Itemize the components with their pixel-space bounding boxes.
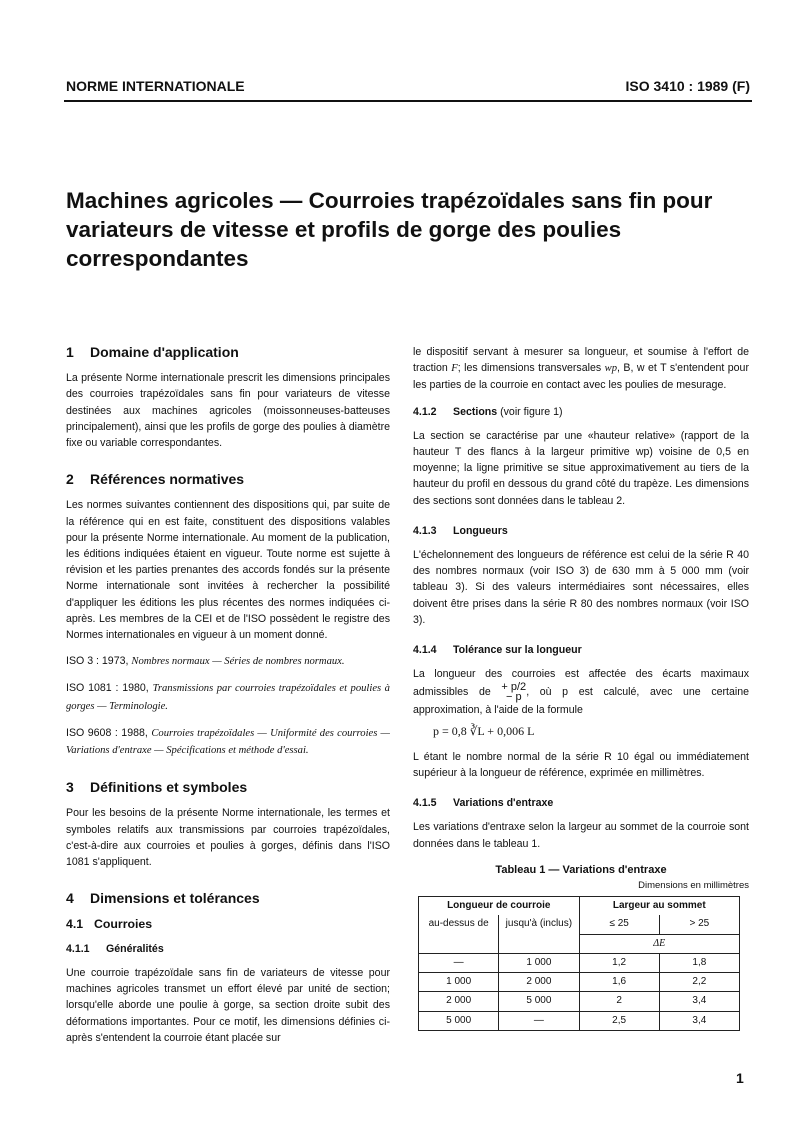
header-right: ISO 3410 : 1989 (F) [625,78,750,94]
table-cell: 1 000 [499,953,579,972]
table-cell: 2 [579,992,659,1011]
section-1-text: La présente Norme internationale prescrit les dimensions principales des courroies trapézoïdales sans fin pour variateurs de vitesse destinées aux machines agricoles (moissonneuses-batteuses principalement), ainsi que les profils de gorge des poulies à diamètre fixe ou variable correspondantes. [66,372,390,450]
section-4-1-2-text: La section se caractérise par une «hauteur relative» (rapport de la hauteur T des flancs à la largeur primitive wp) voisine de 0,5 en moyenne; la ligne primitive se situe approximativement au tiers de la hauteur du profil en dessous du grand côté du trapèze. Les dimensions des sections sont données dans le tableau 2. [413,429,749,507]
section-1-heading: 1 Domaine d'application [66,344,239,360]
reference-item: ISO 9608 : 1988, Courroies trapézoïdales — Uniformité des courroies — Variations d'entraxe — Spécifications et méthode d'essai. [66,726,390,757]
table-cell: 3,4 [659,1011,739,1030]
section-4-1-3-heading: 4.1.3 Longueurs [413,524,508,537]
col-header-length: Longueur de courroie [419,897,580,916]
left-column [66,330,390,1056]
table-cell: 2,5 [579,1011,659,1030]
table-cell: 5 000 [499,992,579,1011]
table-row [419,973,740,992]
section-4-1-4-heading: 4.1.4 Tolérance sur la longueur [413,644,582,657]
table-1 [418,896,740,1030]
reference-item: ISO 1081 : 1980, Transmissions par courroies trapézoïdales et poulies à gorges — Terminologie. [66,682,390,712]
right-column [413,344,749,1031]
section-3-heading: 3 Définitions et symboles [66,779,248,796]
table-row [419,1011,740,1030]
header-left: NORME INTERNATIONALE [66,78,245,94]
table-cell: 1,2 [579,953,659,972]
page-number: 1 [736,1070,744,1086]
section-4-1-3-text: L'échelonnement des longueurs de référence est celui de la série R 40 des nombres normaux (voir ISO 3) de 630 mm à 5 000 mm (voir tableau 3). Si des valeurs intermédiaires sont nécessaires, elles doivent être prises dans la série R 80 des nombres normaux (voir ISO 3). [413,549,749,626]
section-4-1-5-heading: 4.1.5 Variations d'entraxe [413,797,554,810]
section-2-text: Les normes suivantes contiennent des dispositions qui, par suite de la référence qui en est faite, constituent des dispositions valables pour la présente Norme internationale. Au moment de la publication, les éditions indiquées étaient en vigueur. Toute norme est sujette à révision et les parties prenantes des accords fondés sur la présente Norme internationale sont invitées à rechercher la possibilité d'appliquer les éditions les plus récentes des normes indiquées ci-après. Les membres de la CEI et de l'ISO possèdent le registre des Normes internationales en vigueur à un moment donné. [66,499,390,642]
section-3-text: Pour les besoins de la présente Norme internationale, les termes et symboles relatifs aux transmissions par courroies trapézoïdales, c'est-à-dire aux courroies et poulies à gorges, définis dans l'ISO 1081 s'appliquent. [66,807,390,869]
table-cell: 2,2 [659,973,739,992]
col-header-lt: ≤ 25 [579,915,659,934]
col-header-width: Largeur au sommet [579,897,740,916]
table-cell: 1,8 [659,953,739,972]
table-cell: 1 000 [419,973,499,992]
col-header-upto: jusqu'à (inclus) [499,915,579,953]
table-title: Tableau 1 — Variations d'entraxe [495,863,667,876]
table-cell: 2 000 [419,992,499,1011]
section-4-1-1-heading: 4.1.1 Généralités [66,942,164,955]
section-4-1-heading: 4.1 Courroies [66,917,153,932]
table-cell: 3,4 [659,992,739,1011]
table-row [419,992,740,1011]
section-4-1-4-text: La longueur des courroies est affectée des écarts maximaux admissibles de + p/2 − p , où p est calculé, avec une certaine approximation, à l'aide de la formule [413,668,750,717]
table-cell: 1,6 [579,973,659,992]
table-row [419,953,740,972]
tolerance-fraction: + p/2 − p [501,681,527,704]
section-4-1-4-text-2: L étant le nombre normal de la série R 10 égal ou immédiatement supérieur à la longueur de référence, exprimée en millimètres. [413,750,749,780]
reference-item: ISO 3 : 1973, Nombres normaux — Séries de nombres normaux. [66,655,345,668]
table-cell: — [499,1011,579,1030]
col-header-gt: > 25 [659,915,739,934]
section-4-1-1-text: Une courroie trapézoïdale sans fin de variateurs de vitesse pour machines agricoles transmet un effort élevé par unité de section; lorsqu'elle aborde une poulie à gorge, sa section droite subit des déformations importantes. Pour ce motif, les dimensions définies ci-après s'entendent la courroie étant placée sur [66,966,390,1044]
table-cell: 5 000 [419,1011,499,1030]
col-header-above: au-dessus de [419,915,499,953]
section-4-heading: 4 Dimensions et tolérances [66,890,260,907]
table-cell: 2 000 [499,973,579,992]
section-4-1-5-text: Les variations d'entraxe selon la largeur au sommet de la courroie sont données dans le tableau 1. [413,821,749,850]
section-2-heading: 2 Références normatives [66,471,245,488]
table-cell: — [419,953,499,972]
header-rule [64,100,752,102]
formula: p = 0,8 ∛L + 0,006 L [433,723,535,738]
document-title: Machines agricoles — Courroies trapézoïdales sans fin pour variateurs de vitesse et profils de gorge des poulies correspondantes [66,188,713,271]
section-4-1-1-continued: le dispositif servant à mesurer sa longueur, et soumise à l'effort de traction F; les dimensions transversales wp, B, w et T s'entendent pour les parties de la courroie en contact avec les poulies de mesurage. [413,346,749,392]
table-unit: Dimensions en millimètres [638,880,749,892]
section-4-1-2-heading: 4.1.2 Sections (voir figure 1) [413,405,563,418]
col-header-delta: ΔE [579,934,740,953]
